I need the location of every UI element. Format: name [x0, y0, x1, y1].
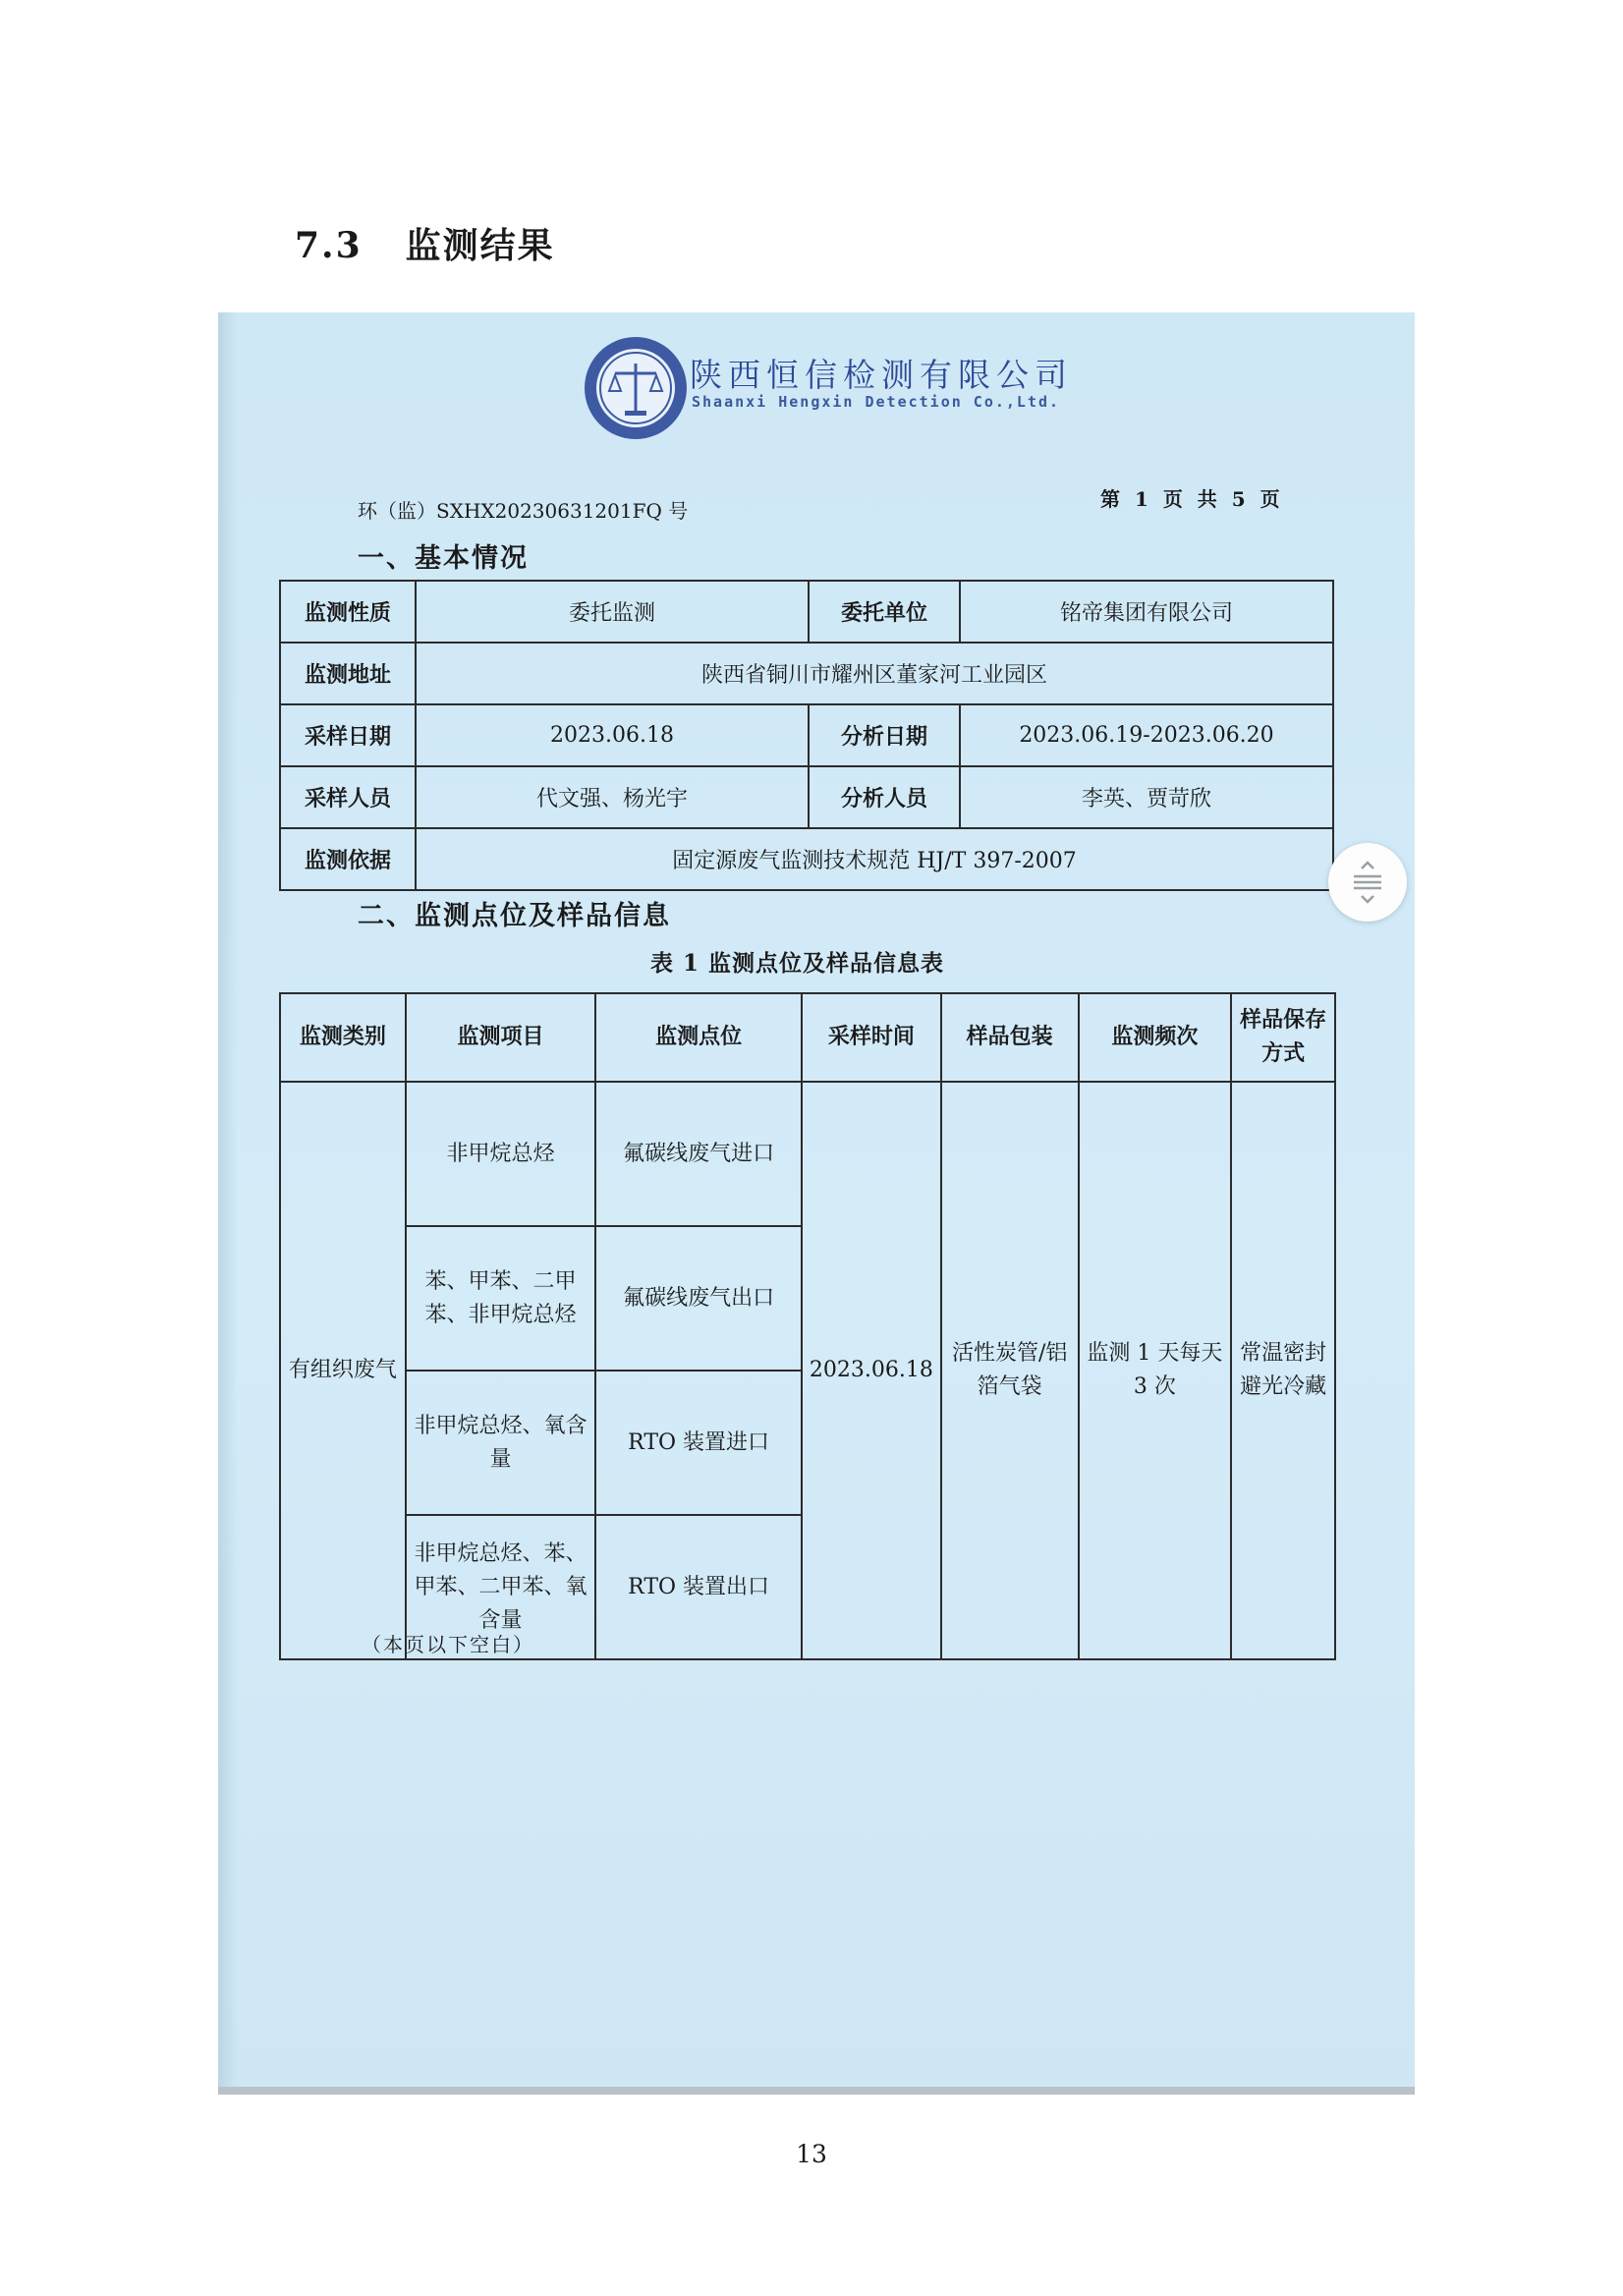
analysis-date-value: 2023.06.19-2023.06.20: [960, 704, 1333, 766]
item-cell: 苯、甲苯、二甲苯、非甲烷总烃: [406, 1226, 596, 1371]
header-cell: 监测项目: [406, 993, 596, 1082]
samplers-label: 采样人员: [280, 766, 416, 828]
nature-label: 监测性质: [280, 581, 416, 643]
table-row: [280, 828, 1333, 890]
header-cell: 监测频次: [1079, 993, 1232, 1082]
table-row: [280, 766, 1333, 828]
analysis-date-label: 分析日期: [809, 704, 960, 766]
storage-cell: 常温密封避光冷藏: [1231, 1082, 1335, 1659]
scroll-handle-button[interactable]: [1328, 843, 1407, 922]
basic-info-table: [279, 580, 1334, 891]
table-row: [280, 643, 1333, 704]
address-label: 监测地址: [280, 643, 416, 704]
scanned-report: [218, 312, 1415, 2095]
header-cell: 采样时间: [802, 993, 941, 1082]
header-cell: 样品包装: [941, 993, 1079, 1082]
address-value: 陕西省铜川市耀州区董家河工业园区: [416, 643, 1333, 704]
analysts-label: 分析人员: [809, 766, 960, 828]
basis-label: 监测依据: [280, 828, 416, 890]
client-value: 铭帝集团有限公司: [960, 581, 1333, 643]
basic-info-heading: 一、基本情况: [358, 543, 529, 574]
section-title: 监测结果: [405, 225, 555, 266]
item-cell: 非甲烷总烃: [406, 1082, 596, 1226]
sampling-date-label: 采样日期: [280, 704, 416, 766]
samplers-value: 代文强、杨光宇: [416, 766, 809, 828]
client-label: 委托单位: [809, 581, 960, 643]
category-cell: 有组织废气: [280, 1082, 406, 1659]
scroll-handle-icon: [1350, 861, 1385, 904]
sampling-time-cell: 2023.06.18: [802, 1082, 941, 1659]
company-name-en: Shaanxi Hengxin Detection Co.,Ltd.: [692, 393, 1061, 411]
table-caption: 表 1 监测点位及样品信息表: [650, 950, 945, 977]
company-name-cn: 陕西恒信检测有限公司: [690, 356, 1073, 394]
header-cell: 监测点位: [595, 993, 802, 1082]
section-heading: [295, 218, 555, 268]
table-row: [280, 581, 1333, 643]
packaging-cell: 活性炭管/铝箔气袋: [941, 1082, 1079, 1659]
item-cell: 非甲烷总烃、苯、甲苯、二甲苯、氧含量: [406, 1515, 596, 1659]
analysts-value: 李英、贾苛欣: [960, 766, 1333, 828]
nature-value: 委托监测: [416, 581, 809, 643]
header-cell: 监测类别: [280, 993, 406, 1082]
page-number: 13: [796, 2140, 827, 2168]
table-row: [280, 1082, 1335, 1226]
report-number: 环（监）SXHX20230631201FQ 号: [358, 499, 689, 523]
item-cell: 非甲烷总烃、氧含量: [406, 1371, 596, 1515]
point-cell: 氟碳线废气出口: [595, 1226, 802, 1371]
points-heading: 二、监测点位及样品信息: [358, 901, 671, 931]
table-row: [280, 704, 1333, 766]
section-number: 7.3: [295, 225, 363, 266]
table-header-row: [280, 993, 1335, 1082]
blank-note: （本页以下空白）: [362, 1633, 534, 1656]
sampling-date-value: 2023.06.18: [416, 704, 809, 766]
point-cell: RTO 装置出口: [595, 1515, 802, 1659]
point-cell: RTO 装置进口: [595, 1371, 802, 1515]
sample-info-table: [279, 992, 1336, 1660]
frequency-cell: 监测 1 天每天 3 次: [1079, 1082, 1232, 1659]
header-cell: 样品保存方式: [1231, 993, 1335, 1082]
point-cell: 氟碳线废气进口: [595, 1082, 802, 1226]
basis-value: 固定源废气监测技术规范 HJ/T 397-2007: [416, 828, 1333, 890]
company-seal-icon: [582, 334, 690, 442]
page-info: 第 1 页 共 5 页: [1100, 487, 1284, 511]
